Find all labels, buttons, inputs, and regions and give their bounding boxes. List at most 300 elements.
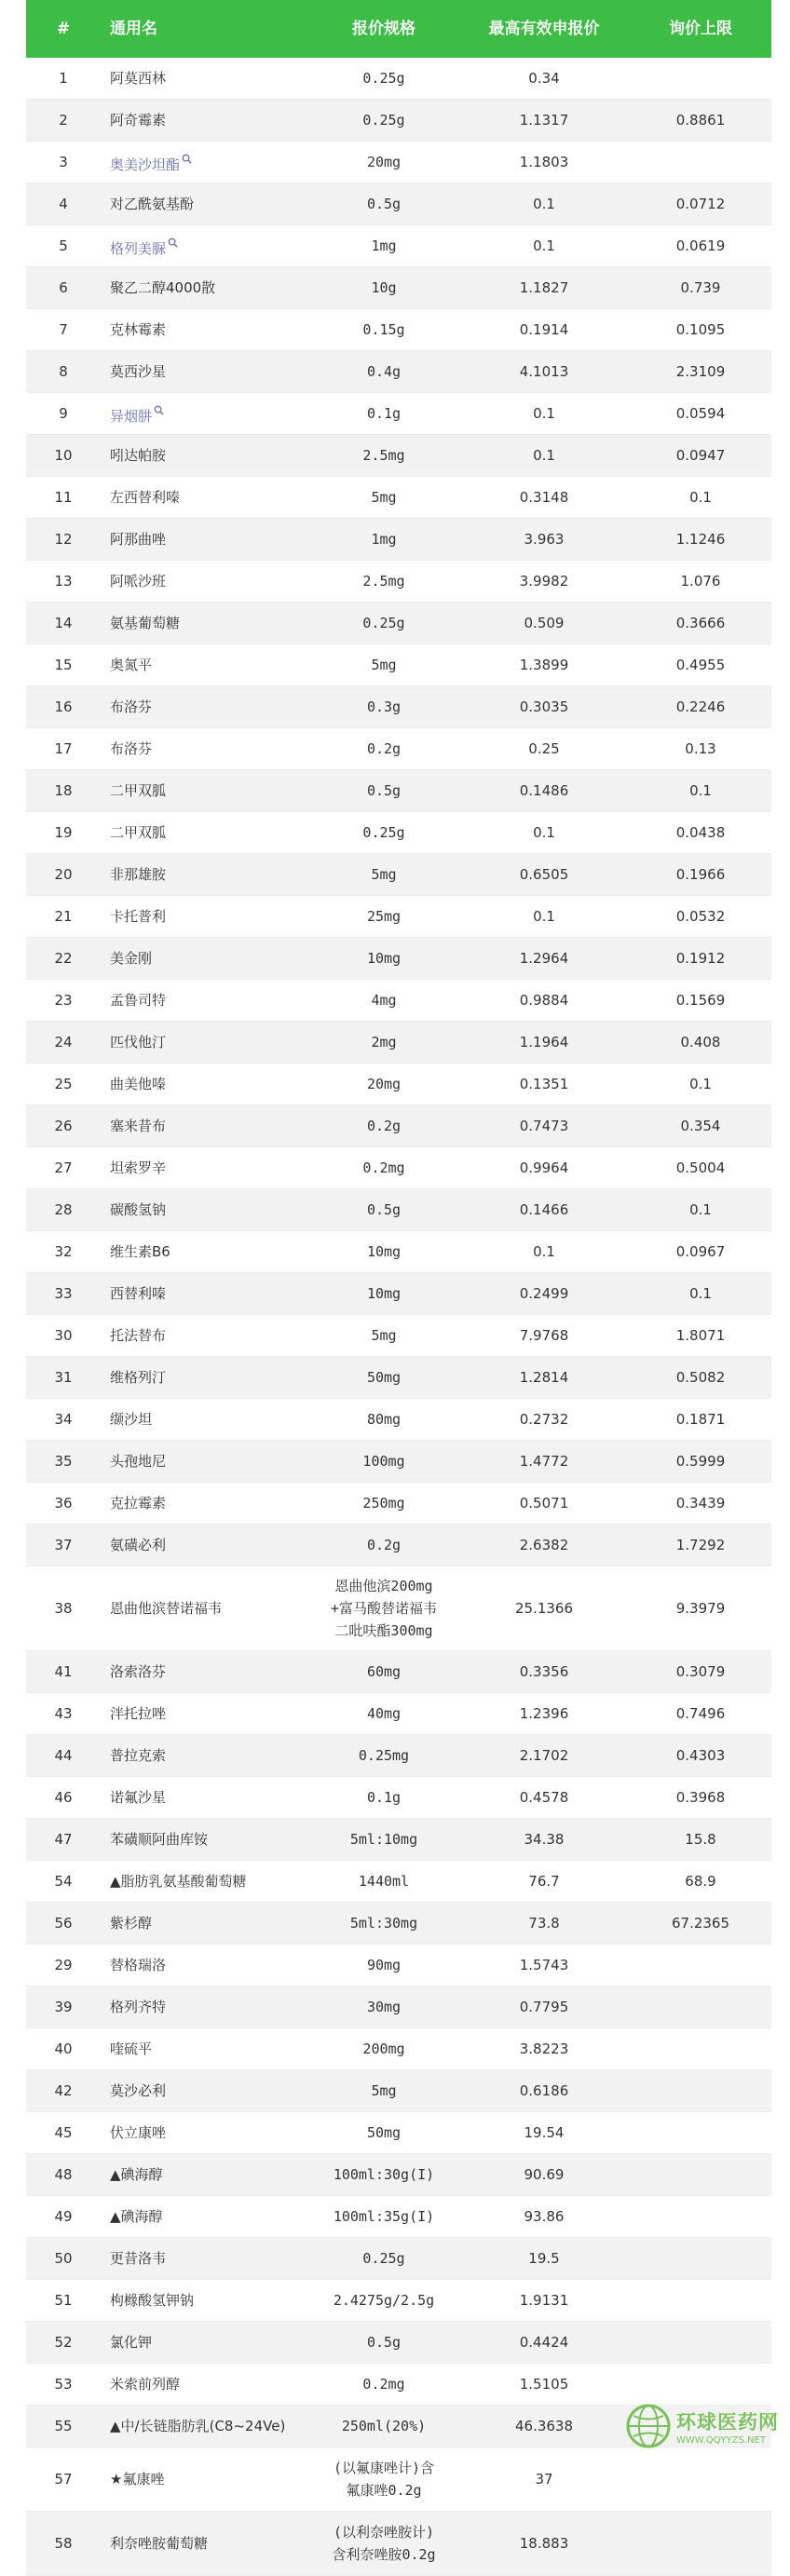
cell-max-price: 19.5 [458, 2238, 630, 2280]
spec-text: 2mg [371, 1034, 397, 1051]
spec-text: 0.2mg [362, 2376, 405, 2393]
cell-spec [309, 1945, 458, 1986]
cell-max-price: 0.5071 [458, 1483, 630, 1525]
cell-name [101, 309, 309, 351]
spec-text: (以利奈唑胺计) 含利奈唑胺0.2g [332, 2524, 436, 2563]
cell-inquiry-limit [630, 2238, 771, 2280]
cell-name [101, 2512, 309, 2576]
cell-name [101, 1986, 309, 2028]
cell-inquiry-limit: 0.3439 [630, 1483, 771, 1525]
drug-name: 奥氮平 [110, 657, 153, 673]
table-row [26, 1441, 771, 1483]
drug-name: 普拉克索 [110, 1747, 167, 1764]
cell-no: 44 [26, 1735, 101, 1777]
table-row [26, 225, 771, 267]
cell-max-price: 0.9964 [458, 1147, 630, 1189]
cell-name [101, 1105, 309, 1147]
cell-spec [309, 1189, 458, 1231]
cell-max-price: 2.1702 [458, 1735, 630, 1777]
table-row [26, 519, 771, 561]
table-row [26, 770, 771, 812]
table-row [26, 309, 771, 351]
cell-spec [309, 561, 458, 603]
cell-no: 18 [26, 770, 101, 812]
drug-name: 紫杉醇 [110, 1915, 153, 1932]
drug-name: 泮托拉唑 [110, 1705, 167, 1722]
cell-inquiry-limit: 0.0967 [630, 1231, 771, 1273]
cell-max-price: 0.1 [458, 896, 630, 938]
cell-inquiry-limit: 0.3079 [630, 1651, 771, 1693]
cell-spec [309, 854, 458, 896]
cell-max-price: 0.1 [458, 393, 630, 435]
header-inquiry-limit: 询价上限 [630, 0, 771, 58]
cell-spec [309, 2322, 458, 2364]
cell-max-price: 0.3035 [458, 686, 630, 728]
cell-name [101, 2447, 309, 2512]
cell-max-price: 0.2499 [458, 1273, 630, 1315]
spec-text: 100ml:35g(I) [333, 2208, 435, 2225]
table-row [26, 2196, 771, 2238]
cell-inquiry-limit: 2.3109 [630, 351, 771, 393]
cell-max-price: 19.54 [458, 2112, 630, 2154]
cell-spec [309, 1525, 458, 1566]
drug-name: 喹硫平 [110, 2040, 153, 2057]
cell-no: 4 [26, 183, 101, 225]
drug-name: 二甲双胍 [110, 782, 167, 799]
cell-inquiry-limit: 0.4955 [630, 644, 771, 686]
cell-name [101, 896, 309, 938]
cell-max-price: 0.1466 [458, 1189, 630, 1231]
table-row [26, 1903, 771, 1945]
table-row [26, 896, 771, 938]
watermark-domain: WWW.QQYYZS.NET [676, 2434, 766, 2446]
drug-name: 头孢地尼 [110, 1453, 167, 1470]
cell-no: 27 [26, 1147, 101, 1189]
drug-name: 托法替布 [110, 1327, 167, 1344]
cell-name [101, 1651, 309, 1693]
cell-spec [309, 225, 458, 267]
drug-name: ▲碘海醇 [110, 2166, 163, 2183]
cell-name [101, 2028, 309, 2070]
cell-no: 56 [26, 1903, 101, 1945]
spec-text: 20mg [366, 154, 402, 170]
drug-name: 克林霉素 [110, 321, 167, 338]
cell-name [101, 100, 309, 142]
drug-price-table [26, 0, 771, 2576]
table-row [26, 603, 771, 644]
cell-spec [309, 58, 458, 100]
cell-inquiry-limit: 0.8861 [630, 100, 771, 142]
cell-inquiry-limit: 9.3979 [630, 1566, 771, 1651]
cell-name [101, 854, 309, 896]
cell-inquiry-limit [630, 2322, 771, 2364]
spec-text: 0.25g [362, 70, 405, 87]
cell-inquiry-limit: 0.0438 [630, 812, 771, 854]
cell-no: 40 [26, 2028, 101, 2070]
cell-name[interactable] [101, 393, 309, 435]
cell-no: 28 [26, 1189, 101, 1231]
cell-max-price: 1.1317 [458, 100, 630, 142]
cell-name [101, 1566, 309, 1651]
drug-name: 莫西沙星 [110, 363, 167, 380]
drug-name: 卡托普利 [110, 908, 167, 925]
cell-inquiry-limit: 1.1246 [630, 519, 771, 561]
cell-no: 2 [26, 100, 101, 142]
cell-max-price: 46.3638 [458, 2406, 630, 2447]
cell-spec [309, 1693, 458, 1735]
cell-no: 6 [26, 267, 101, 309]
table-row [26, 1315, 771, 1357]
cell-no: 50 [26, 2238, 101, 2280]
drug-name: 苯磺顺阿曲库铵 [110, 1831, 209, 1848]
cell-max-price: 3.8223 [458, 2028, 630, 2070]
cell-spec [309, 1105, 458, 1147]
cell-spec [309, 770, 458, 812]
cell-max-price: 0.1 [458, 435, 630, 477]
cell-max-price: 0.1 [458, 183, 630, 225]
cell-name [101, 1189, 309, 1231]
spec-text: 25mg [366, 908, 402, 925]
cell-no: 5 [26, 225, 101, 267]
drug-name: 利奈唑胺葡萄糖 [110, 2535, 209, 2552]
cell-name [101, 1399, 309, 1441]
cell-spec [309, 1064, 458, 1105]
cell-name [101, 980, 309, 1022]
spec-text: 5mg [371, 866, 397, 883]
cell-spec [309, 896, 458, 938]
cell-no: 14 [26, 603, 101, 644]
cell-no: 21 [26, 896, 101, 938]
drug-name: 左西替利嗪 [110, 489, 181, 506]
spec-text: 0.5g [366, 782, 402, 799]
cell-inquiry-limit: 0.5999 [630, 1441, 771, 1483]
drug-name: 替格瑞洛 [110, 1957, 167, 1973]
table-row [26, 980, 771, 1022]
table-row [26, 1064, 771, 1105]
search-icon[interactable] [182, 148, 192, 170]
table-body [26, 58, 771, 2576]
drug-name: 孟鲁司特 [110, 992, 167, 1009]
table-row [26, 1231, 771, 1273]
table-row [26, 1945, 771, 1986]
drug-name: 对乙酰氨基酚 [110, 196, 195, 212]
drug-price-table-container [26, 0, 771, 2576]
spec-text: 恩曲他滨200mg +富马酸替诺福韦 二吡呋酯300mg [330, 1578, 438, 1639]
spec-text: 40mg [366, 1705, 402, 1722]
cell-max-price: 0.509 [458, 603, 630, 644]
drug-name: 格列齐特 [110, 1999, 167, 2015]
cell-inquiry-limit [630, 2196, 771, 2238]
cell-spec [309, 1231, 458, 1273]
cell-max-price: 1.2964 [458, 938, 630, 980]
cell-name [101, 938, 309, 980]
cell-max-price: 1.1964 [458, 1022, 630, 1064]
cell-no: 49 [26, 2196, 101, 2238]
spec-text: 60mg [366, 1663, 402, 1680]
spec-text: 0.2g [366, 740, 402, 757]
table-row [26, 1735, 771, 1777]
cell-name[interactable] [101, 225, 309, 267]
table-row [26, 435, 771, 477]
cell-max-price: 0.1351 [458, 1064, 630, 1105]
cell-no: 29 [26, 1945, 101, 1986]
cell-max-price: 4.1013 [458, 351, 630, 393]
cell-name [101, 1357, 309, 1399]
cell-spec [309, 938, 458, 980]
cell-no: 57 [26, 2447, 101, 2512]
cell-no: 20 [26, 854, 101, 896]
table-row [26, 2364, 771, 2406]
table-row [26, 1651, 771, 1693]
spec-text: 0.25g [362, 2250, 405, 2267]
cell-name [101, 2070, 309, 2112]
cell-spec [309, 2447, 458, 2512]
cell-spec [309, 1566, 458, 1651]
table-row [26, 393, 771, 435]
table-row [26, 728, 771, 770]
cell-name [101, 1064, 309, 1105]
table-row [26, 2322, 771, 2364]
cell-inquiry-limit: 0.3666 [630, 603, 771, 644]
cell-max-price: 1.9131 [458, 2280, 630, 2322]
cell-name [101, 267, 309, 309]
cell-name [101, 644, 309, 686]
cell-max-price: 1.5743 [458, 1945, 630, 1986]
cell-inquiry-limit: 0.3968 [630, 1777, 771, 1819]
drug-name: 匹伐他汀 [110, 1034, 167, 1051]
cell-inquiry-limit: 0.1569 [630, 980, 771, 1022]
cell-inquiry-limit: 0.408 [630, 1022, 771, 1064]
cell-inquiry-limit: 0.0532 [630, 896, 771, 938]
spec-text: 30mg [366, 1999, 402, 2015]
table-row [26, 2112, 771, 2154]
table-row [26, 644, 771, 686]
table-row [26, 2028, 771, 2070]
spec-text: 1mg [371, 237, 397, 254]
spec-text: 10mg [366, 950, 402, 967]
spec-text: 5mg [371, 2082, 397, 2099]
table-row [26, 1819, 771, 1861]
cell-inquiry-limit: 0.0712 [630, 183, 771, 225]
drug-name: 阿那曲唑 [110, 531, 167, 548]
cell-spec [309, 644, 458, 686]
cell-inquiry-limit: 15.8 [630, 1819, 771, 1861]
cell-max-price: 90.69 [458, 2154, 630, 2196]
table-row [26, 267, 771, 309]
cell-max-price: 1.1803 [458, 142, 630, 183]
table-row [26, 686, 771, 728]
cell-no: 7 [26, 309, 101, 351]
table-header [26, 0, 771, 58]
search-icon[interactable] [154, 400, 164, 422]
spec-text: 50mg [366, 2124, 402, 2141]
drug-name: 二甲双胍 [110, 824, 167, 841]
spec-text: 2.5mg [362, 573, 405, 590]
cell-no: 48 [26, 2154, 101, 2196]
cell-spec [309, 1483, 458, 1525]
cell-name [101, 58, 309, 100]
spec-text: 0.25g [362, 615, 405, 631]
spec-text: 0.2mg [362, 1159, 405, 1176]
spec-text: 4mg [371, 992, 397, 1009]
drug-name: 氨基葡萄糖 [110, 615, 181, 631]
table-row [26, 938, 771, 980]
spec-text: 80mg [366, 1411, 402, 1428]
drug-name: ▲中/长链脂肪乳(C8~24Ve) [110, 2418, 286, 2434]
table-row [26, 812, 771, 854]
cell-name [101, 2112, 309, 2154]
drug-name: 米索前列醇 [110, 2376, 181, 2393]
cell-max-price: 7.9768 [458, 1315, 630, 1357]
spec-text: 0.1g [366, 1789, 402, 1806]
cell-inquiry-limit: 1.7292 [630, 1525, 771, 1566]
cell-name [101, 351, 309, 393]
spec-text: 0.2g [366, 1118, 402, 1134]
table-row [26, 1357, 771, 1399]
drug-name-link[interactable]: 奥美沙坦酯 [110, 156, 181, 173]
drug-name: 塞来昔布 [110, 1118, 167, 1134]
cell-no: 55 [26, 2406, 101, 2447]
cell-no: 45 [26, 2112, 101, 2154]
cell-spec [309, 1273, 458, 1315]
cell-spec [309, 686, 458, 728]
table-row [26, 1189, 771, 1231]
spec-text: 50mg [366, 1369, 402, 1386]
table-row [26, 183, 771, 225]
cell-no: 13 [26, 561, 101, 603]
table-row [26, 1777, 771, 1819]
cell-inquiry-limit [630, 2447, 771, 2512]
table-row [26, 1147, 771, 1189]
table-row [26, 1399, 771, 1441]
cell-inquiry-limit: 0.5004 [630, 1147, 771, 1189]
cell-name [101, 2406, 309, 2447]
cell-spec [309, 2364, 458, 2406]
cell-max-price: 1.2396 [458, 1693, 630, 1735]
spec-text: 10mg [366, 1285, 402, 1302]
cell-no: 39 [26, 1986, 101, 2028]
cell-name [101, 519, 309, 561]
cell-name [101, 2196, 309, 2238]
table-row [26, 2512, 771, 2576]
drug-name-link[interactable]: 异烟肼 [110, 408, 153, 425]
cell-spec [309, 2028, 458, 2070]
cell-spec [309, 1819, 458, 1861]
cell-name [101, 1861, 309, 1903]
cell-spec [309, 812, 458, 854]
cell-no: 32 [26, 1231, 101, 1273]
cell-max-price: 1.2814 [458, 1357, 630, 1399]
table-row [26, 1483, 771, 1525]
cell-inquiry-limit: 0.1912 [630, 938, 771, 980]
cell-name [101, 1273, 309, 1315]
table-row [26, 2154, 771, 2196]
cell-no: 26 [26, 1105, 101, 1147]
cell-max-price: 0.3148 [458, 477, 630, 519]
table-row [26, 142, 771, 183]
cell-name [101, 1945, 309, 1986]
cell-max-price: 1.1827 [458, 267, 630, 309]
cell-spec [309, 2112, 458, 2154]
drug-name: 西替利嗪 [110, 1285, 167, 1302]
drug-name: 坦索罗辛 [110, 1159, 167, 1176]
cell-no: 23 [26, 980, 101, 1022]
spec-text: 0.15g [362, 321, 405, 338]
cell-max-price: 1.3899 [458, 644, 630, 686]
spec-text: 0.25mg [358, 1747, 410, 1764]
cell-name [101, 2154, 309, 2196]
cell-spec [309, 2512, 458, 2576]
cell-name [101, 2364, 309, 2406]
cell-inquiry-limit: 0.1095 [630, 309, 771, 351]
cell-no: 30 [26, 1315, 101, 1357]
spec-text: 250mg [362, 1495, 405, 1512]
cell-no: 58 [26, 2512, 101, 2576]
search-icon[interactable] [168, 232, 178, 254]
table-row [26, 561, 771, 603]
cell-inquiry-limit [630, 142, 771, 183]
header-quote-spec: 报价规格 [309, 0, 458, 58]
spec-text: 100mg [362, 1453, 405, 1470]
spec-text: 2.4275g/2.5g [333, 2292, 435, 2309]
cell-name [101, 1441, 309, 1483]
cell-name [101, 812, 309, 854]
cell-spec [309, 435, 458, 477]
cell-no: 10 [26, 435, 101, 477]
cell-no: 34 [26, 1399, 101, 1441]
cell-no: 16 [26, 686, 101, 728]
cell-spec [309, 1861, 458, 1903]
drug-name: ▲脂肪乳氨基酸葡萄糖 [110, 1873, 247, 1890]
cell-spec [309, 1315, 458, 1357]
drug-name: 吲达帕胺 [110, 447, 167, 464]
cell-no: 3 [26, 142, 101, 183]
drug-name: 碳酸氢钠 [110, 1201, 167, 1218]
spec-text: 5mg [371, 657, 397, 673]
cell-max-price: 0.7795 [458, 1986, 630, 2028]
cell-spec [309, 183, 458, 225]
cell-max-price: 0.4424 [458, 2322, 630, 2364]
cell-name [101, 435, 309, 477]
drug-name: 阿哌沙班 [110, 573, 167, 590]
cell-spec [309, 603, 458, 644]
cell-spec [309, 309, 458, 351]
cell-no: 46 [26, 1777, 101, 1819]
cell-name[interactable] [101, 142, 309, 183]
cell-no: 42 [26, 2070, 101, 2112]
cell-max-price: 0.1 [458, 1231, 630, 1273]
drug-name-link[interactable]: 格列美脲 [110, 240, 167, 257]
cell-spec [309, 2280, 458, 2322]
cell-no: 54 [26, 1861, 101, 1903]
cell-name [101, 2238, 309, 2280]
table-row [26, 1273, 771, 1315]
cell-max-price: 0.6505 [458, 854, 630, 896]
watermark-name: 环球医药网 [676, 2410, 779, 2434]
cell-spec [309, 2238, 458, 2280]
cell-no: 38 [26, 1566, 101, 1651]
cell-max-price: 0.34 [458, 58, 630, 100]
cell-inquiry-limit [630, 2280, 771, 2322]
spec-text: (以氟康唑计)含 氟康唑0.2g [333, 2460, 435, 2499]
cell-max-price: 25.1366 [458, 1566, 630, 1651]
cell-max-price: 0.7473 [458, 1105, 630, 1147]
drug-name: 氯化钾 [110, 2334, 153, 2351]
cell-max-price: 0.1914 [458, 309, 630, 351]
cell-inquiry-limit: 1.076 [630, 561, 771, 603]
cell-inquiry-limit [630, 1945, 771, 1986]
cell-name [101, 770, 309, 812]
